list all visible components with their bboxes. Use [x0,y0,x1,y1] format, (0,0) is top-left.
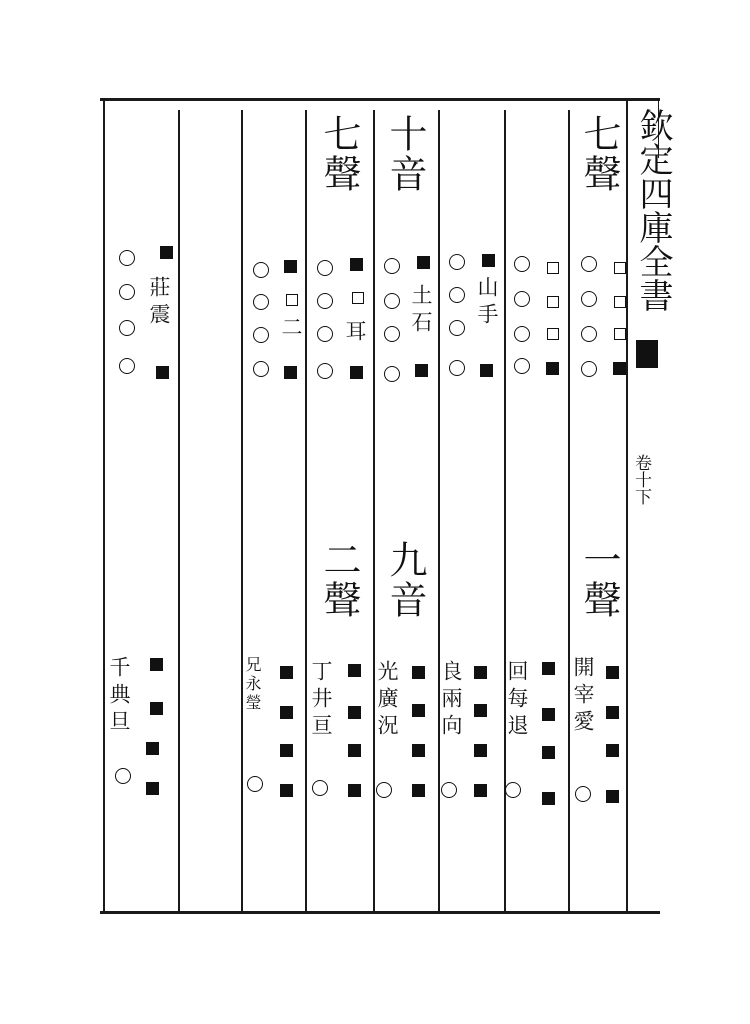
filled-square-mark [474,744,487,757]
hollow-square-mark [286,294,298,306]
filled-square-mark [415,364,428,377]
circle-mark [581,361,597,377]
filled-square-mark [412,704,425,717]
circle-mark [505,782,521,798]
hollow-square-mark [547,328,559,340]
filled-square-mark [417,256,430,269]
filled-square-mark [280,706,293,719]
filled-square-mark [350,258,363,271]
upper-chars-col5: 土石 [409,284,433,338]
hollow-square-mark [547,262,559,274]
circle-mark [312,780,328,796]
filled-square-mark [160,246,173,259]
circle-mark [317,326,333,342]
circle-mark [384,366,400,382]
filled-square-mark [542,708,555,721]
circle-mark [376,782,392,798]
spine-line [626,98,628,913]
volume-label: 卷十下 [631,454,651,505]
circle-mark [514,256,530,272]
filled-square-mark [350,366,363,379]
circle-mark [317,363,333,379]
lower-chars-col4: 光廣況 [375,660,399,741]
circle-mark [449,287,465,303]
filled-square-mark [280,666,293,679]
header-upper-col5: 十音 [383,114,427,194]
filled-square-mark [482,254,495,267]
column-divider [373,110,375,911]
upper-chars-col9: 莊震 [147,276,171,330]
header-upper-col1: 七聲 [577,114,621,194]
filled-square-mark [412,666,425,679]
circle-mark [253,327,269,343]
hollow-square-mark [614,262,626,274]
lower-chars-col6: 兄永瑩 [243,656,262,713]
circle-mark [384,293,400,309]
filled-square-mark [474,704,487,717]
header-lower-col5: 九音 [383,540,427,620]
filled-square-mark [474,666,487,679]
circle-mark [449,320,465,336]
filled-square-mark [280,784,293,797]
filled-square-mark [150,702,163,715]
circle-mark [253,262,269,278]
lower-chars-col9: 千典旦 [107,656,131,737]
circle-mark [449,360,465,376]
circle-mark [253,361,269,377]
filled-square-mark [284,366,297,379]
filled-square-mark [150,658,163,671]
bottom-border [100,911,660,914]
upper-chars-col4: 山手 [475,276,499,330]
filled-square-mark [542,662,555,675]
column-divider [305,110,307,911]
circle-mark [119,358,135,374]
filled-square-mark [606,666,619,679]
circle-mark [581,291,597,307]
filled-square-mark [280,744,293,757]
column-divider [178,110,180,911]
circle-mark [581,256,597,272]
hollow-square-mark [352,292,364,304]
lower-chars-col5: 丁井亘 [309,660,333,741]
circle-mark [119,320,135,336]
filled-square-mark [546,362,559,375]
filled-square-mark [284,260,297,273]
upper-chars-col7: 二 [279,316,303,343]
circle-mark [119,284,135,300]
filled-square-mark [412,744,425,757]
filled-square-mark [348,784,361,797]
hollow-square-mark [614,328,626,340]
circle-mark [384,326,400,342]
left-border [103,98,105,913]
upper-chars-col6: 耳 [343,320,367,347]
circle-mark [514,358,530,374]
column-divider [438,110,440,911]
filled-square-mark [156,366,169,379]
circle-mark [384,258,400,274]
column-divider [241,110,243,911]
filled-square-mark [606,790,619,803]
circle-mark [317,293,333,309]
filled-square-mark [480,364,493,377]
filled-square-mark [613,362,626,375]
filled-square-mark [542,746,555,759]
top-border [100,98,660,101]
circle-mark [247,776,263,792]
circle-mark [449,254,465,270]
circle-mark [253,294,269,310]
lower-chars-col2: 回每退 [505,660,529,741]
filled-square-mark [412,784,425,797]
filled-square-mark [348,744,361,757]
lower-chars-col1: 開宰愛 [571,656,595,737]
filled-square-mark [348,664,361,677]
filled-square-mark [542,792,555,805]
filled-square-mark [606,706,619,719]
header-upper-col6: 七聲 [317,114,361,194]
circle-mark [514,326,530,342]
circle-mark [119,250,135,266]
header-lower-col1: 一聲 [577,540,621,620]
filled-square-mark [474,784,487,797]
lower-chars-col3: 良兩向 [439,660,463,741]
column-divider [568,110,570,911]
circle-mark [441,782,457,798]
circle-mark [115,768,131,784]
header-lower-col6: 二聲 [317,540,361,620]
circle-mark [575,786,591,802]
filled-square-mark [146,782,159,795]
hollow-square-mark [547,296,559,308]
book-title: 欽定四庫全書 [633,108,673,312]
margin-block-icon [636,340,658,368]
hollow-square-mark [614,296,626,308]
filled-square-mark [348,706,361,719]
filled-square-mark [146,742,159,755]
circle-mark [514,291,530,307]
circle-mark [581,326,597,342]
circle-mark [317,260,333,276]
filled-square-mark [606,744,619,757]
